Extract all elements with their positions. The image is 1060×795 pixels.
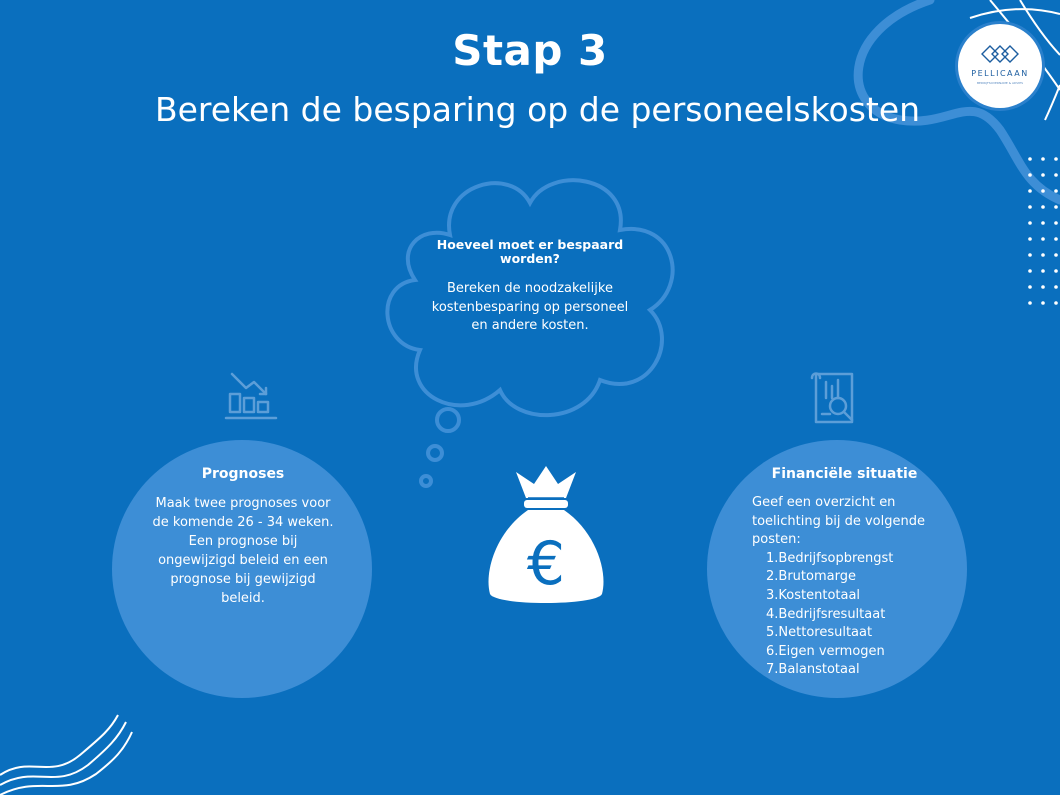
financial-items-list bbox=[752, 550, 947, 680]
logo-name: PELLICAAN bbox=[971, 69, 1029, 78]
list-item: 3.Kostentotaal bbox=[766, 587, 861, 603]
page-subtitle: Bereken de besparing op de personeelskosten bbox=[154, 90, 921, 129]
prognoses-heading: Prognoses bbox=[201, 466, 285, 482]
cloud-body: Bereken de noodzakelijke kostenbesparing op personeel en andere kosten. bbox=[431, 281, 629, 333]
page-title: Stap 3 bbox=[452, 26, 608, 75]
list-item: 4.Bedrijfsresultaat bbox=[766, 606, 886, 622]
euro-symbol: € bbox=[526, 529, 566, 599]
list-item: 7.Balanstotaal bbox=[766, 662, 860, 678]
prognoses-body: Maak twee prognoses voor de komende 26 - 34 weken. Een prognose bij ongewijzigd beleid en een prognose bij gewijzigd beleid. bbox=[152, 496, 334, 606]
list-item: 1.Bedrijfsopbrengst bbox=[766, 550, 894, 566]
decorative-waves-bottom-left bbox=[0, 710, 140, 795]
cloud-content bbox=[430, 238, 630, 336]
prognoses-content bbox=[148, 466, 338, 608]
money-bag-euro-icon bbox=[484, 462, 608, 608]
list-item: 5.Nettoresultaat bbox=[766, 625, 873, 641]
list-item: 6.Eigen vermogen bbox=[766, 643, 885, 659]
financial-situation-intro: Geef een overzicht en toelichting bij de volgende posten: bbox=[752, 495, 925, 548]
list-item: 2.Brutomarge bbox=[766, 569, 856, 585]
logo-tagline: BEDRIJFSOVERNAME & ADVIES bbox=[976, 81, 1024, 85]
financial-situation-heading: Financiële situatie bbox=[771, 466, 918, 482]
financial-situation-content bbox=[752, 466, 947, 680]
decorative-dot-grid bbox=[1024, 155, 1060, 315]
financial-report-magnifier-icon bbox=[808, 368, 866, 428]
cloud-heading: Hoeveel moet er bespaard worden? bbox=[436, 237, 624, 266]
declining-bar-chart-icon bbox=[224, 370, 280, 426]
